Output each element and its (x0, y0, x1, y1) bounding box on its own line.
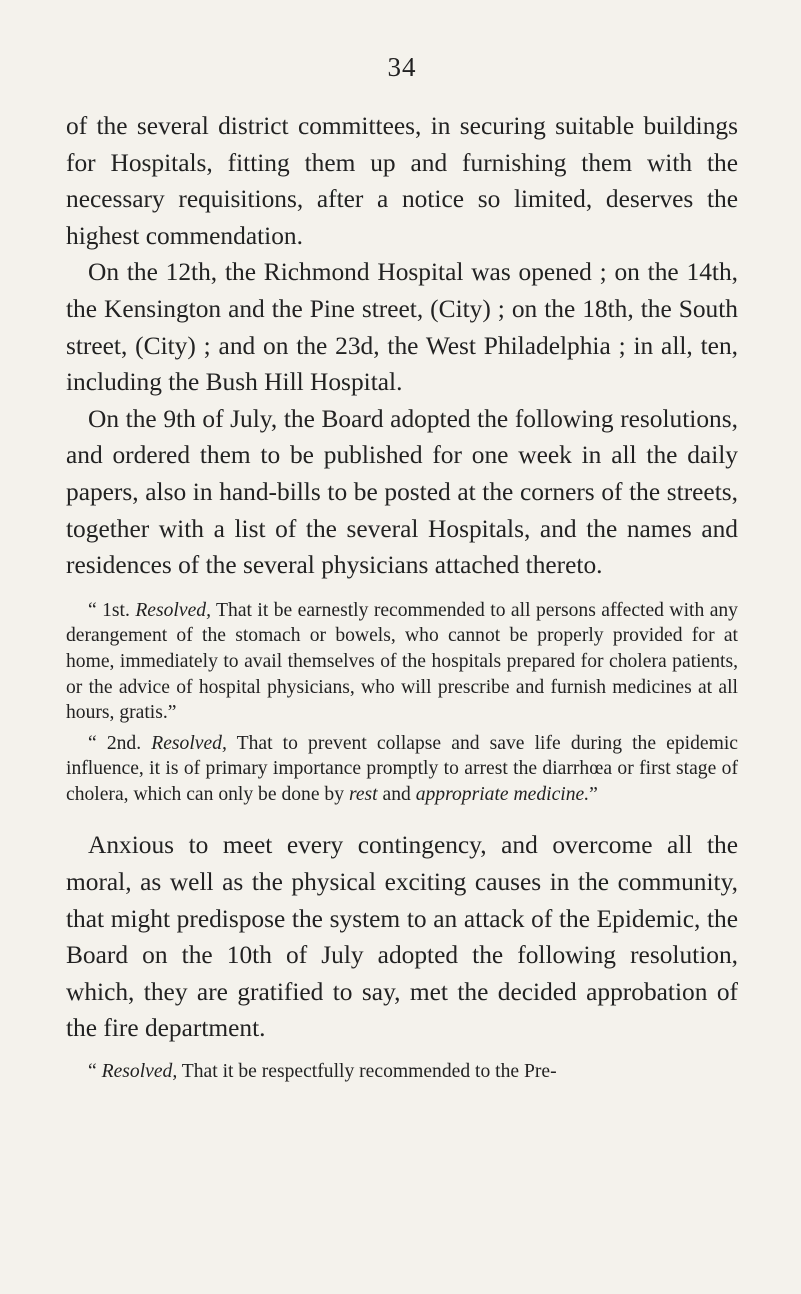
resolution-third-open: “ (88, 1061, 102, 1083)
resolution-second-medicine: appropriate medicine. (415, 783, 590, 805)
resolution-second-open: “ 2nd. (88, 732, 152, 754)
resolution-first-text: That it be earnestly recommended to all persons affected with any derangement of the stomach or bowels, who cannot be properly provided for at home, immediately to avail themselves of the hospitals prepared for cholera patients, or the advice of hospital physicians, who will prescribe and furnish medicines at all hours, gratis.” (66, 599, 738, 724)
resolution-third-resolved: Resolved, (101, 1061, 178, 1083)
resolution-second-rest: rest (348, 783, 378, 805)
resolution-first-resolved: Resolved, (135, 599, 211, 621)
resolution-third-text: That it be respectfully recommended to the Pre- (177, 1061, 557, 1083)
resolution-second-text: That to prevent collapse and save life during the epidemic influence, it is of primary importance promptly to arrest the diarrhœa or first stage of cholera, which can only be done by (66, 732, 738, 805)
paragraph-hospitals-opened: On the 12th, the Richmond Hospital was opened ; on the 14th, the Kensington and the Pine street, (City) ; on the 18th, the South street, (City) ; and on the 23d, the West Philadelphia ; in all, ten, including the Bush Hill Hospital. (66, 258, 738, 397)
resolution-third (66, 1059, 738, 1085)
resolution-first-open: “ 1st. (88, 599, 136, 621)
paragraph-continuation: of the several district committees, in securing suitable buildings for Hospitals, fitting them up and furnishing them with the necessary requisitions, after a notice so limited, deserves the highest commendation. (66, 112, 738, 250)
resolution-second (66, 731, 738, 808)
body-text (66, 108, 738, 1085)
paragraph-board-resolutions: On the 9th of July, the Board adopted the following resolutions, and ordered them to be published for one week in all the daily papers, also in hand-bills to be posted at the corners of the streets, together with a list of the several Hospitals, and the names and residences of the several physicians attached thereto. (66, 404, 738, 580)
page-number: 34 (387, 52, 417, 82)
resolution-second-and: and (377, 783, 416, 805)
resolution-second-resolved: Resolved, (151, 732, 227, 754)
resolution-second-close: ” (589, 783, 598, 805)
paragraph-fire-department: Anxious to meet every contingency, and overcome all the moral, as well as the physical exciting causes in the community, that might predispose the system to an attack of the Epidemic, the Board on the 10th of July adopted the following resolution, which, they are gratified to say, met the decided approbation of the fire department. (66, 831, 738, 1043)
resolution-first (66, 598, 738, 726)
